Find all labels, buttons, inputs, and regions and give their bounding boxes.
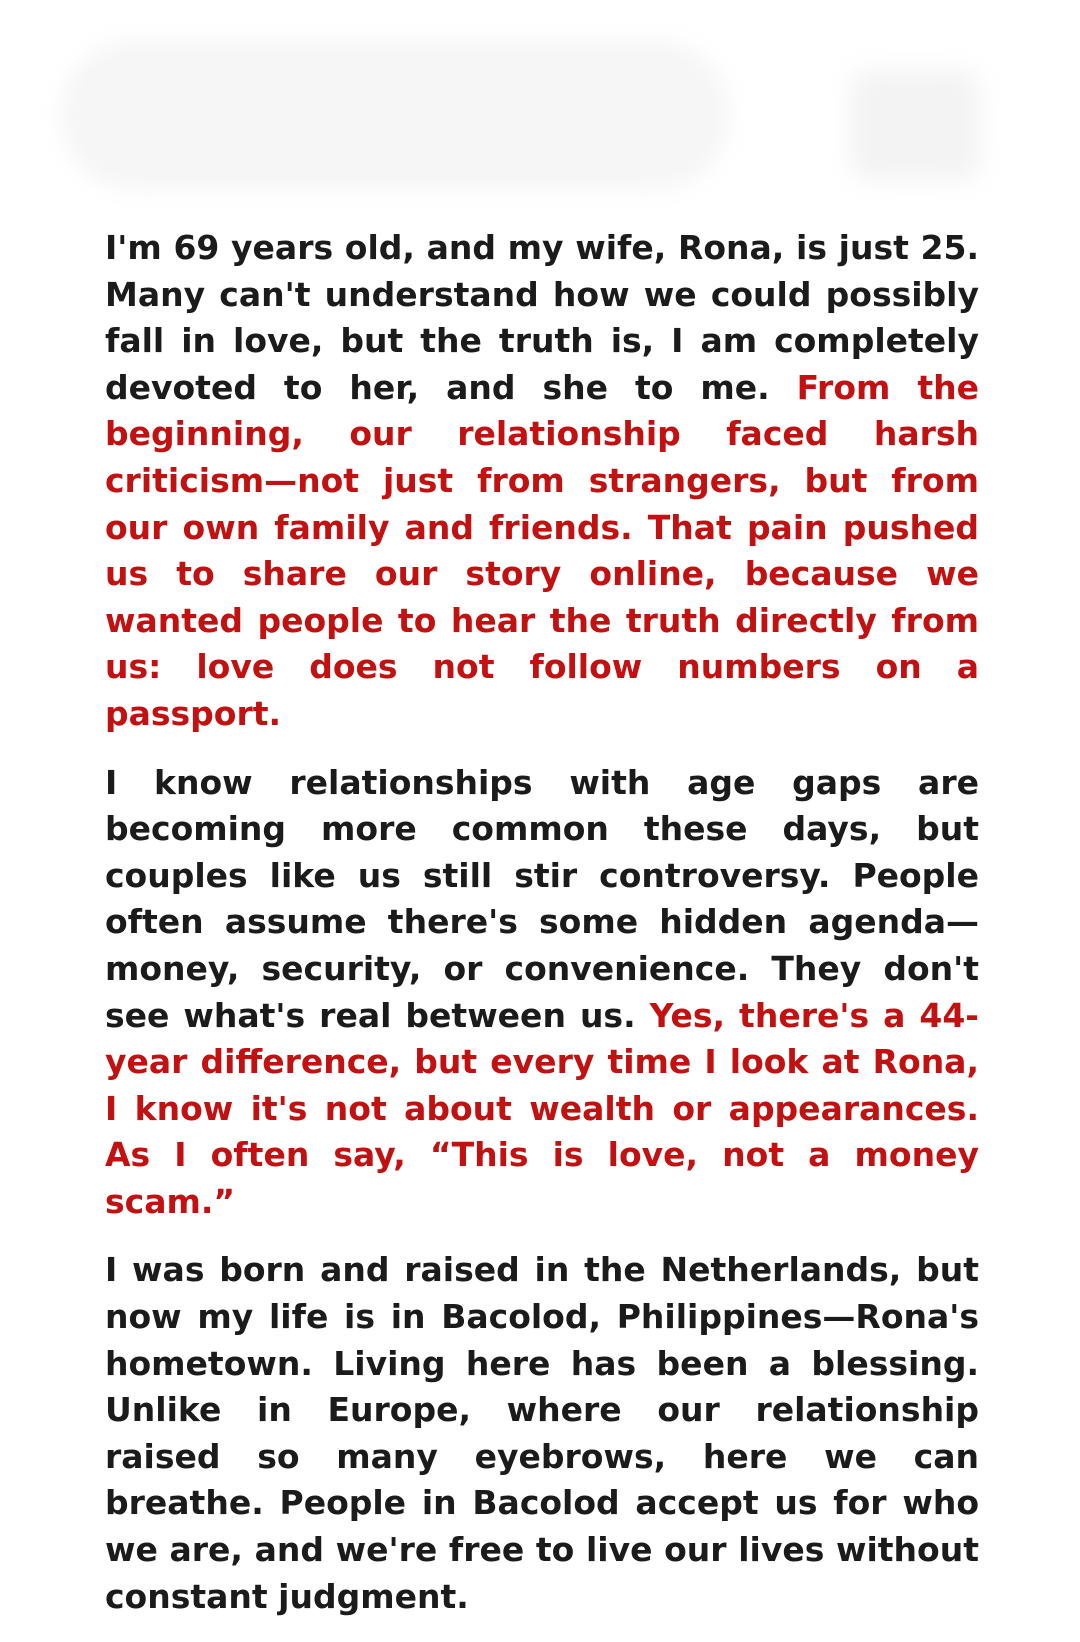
- article-body: [105, 225, 979, 1642]
- paragraph-text: I know relationships with age gaps are becoming more common these days, but couples like us still stir controversy. People often assume there's some hidden agenda—money, security, or convenience. They don't see what's real between us.: [105, 762, 979, 1035]
- blurred-logo: [850, 70, 980, 180]
- paragraph-highlight: From the beginning, our relationship faced harsh criticism—not just from strangers, but from our own family and friends. That pain pushed us to share our story online, because we wanted people to hear the truth directly from us: love does not follow numbers on a passport.: [105, 367, 979, 733]
- paragraph-text: I was born and raised in the Netherlands, but now my life is in Bacolod, Philippines—Rona's hometown. Living here has been a blessing. Unlike in Europe, where our relationship raised so many eyebrows, here we can breathe. People in Bacolod accept us for who we are, and we're free to live our lives without constant judgment.: [105, 1250, 979, 1616]
- paragraph-age-gap-intro: [105, 225, 979, 738]
- paragraph-bacolod-life: [105, 1247, 979, 1620]
- paragraph-controversy: [105, 760, 979, 1226]
- paragraph-text: I'm 69 years old, and my wife, Rona, is just 25. Many can't understand how we could possibly fall in love, but the truth is, I am completely devoted to her, and she to me.: [105, 228, 979, 407]
- paragraph-highlight: Yes, there's a 44-year difference, but every time I look at Rona, I know it's not about wealth or appearances. As I often say, “This is love, not a money scam.”: [105, 995, 979, 1221]
- blurred-header-banner: [60, 40, 730, 190]
